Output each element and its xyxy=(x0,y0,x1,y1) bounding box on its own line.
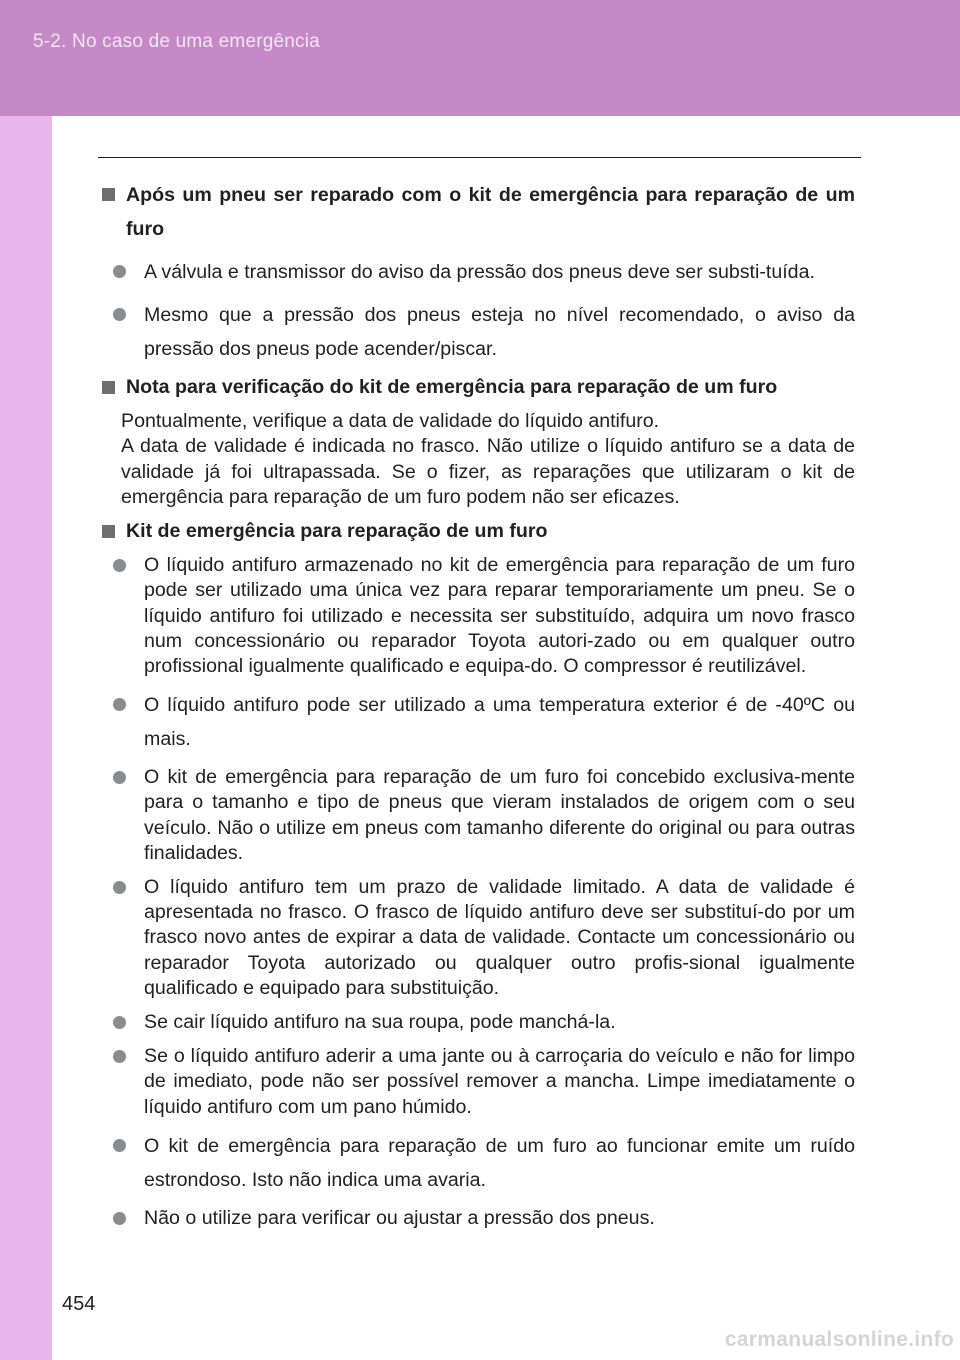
list-item: O líquido antifuro tem um prazo de validade limitado. A data de validade é apresentada no frasco. O frasco de líquido antifuro deve ser substituí-do por um frasco novo antes de expirar a data de validade. Contacte um concessionário ou reparador Toyota autorizado ou qualquer outro profis-sional igualmente qualificado e equipado para substituição. xyxy=(109,875,855,1001)
page-number: 454 xyxy=(62,1293,96,1315)
circle-bullet-icon xyxy=(113,881,126,894)
section-heading-kit-check: Nota para verificação do kit de emergência para reparação de um furo xyxy=(100,375,855,400)
section-heading-after-repair: Após um pneu ser reparado com o kit de emergência para reparação de um furo xyxy=(100,178,855,246)
circle-bullet-icon xyxy=(113,1212,126,1225)
list-item: Se cair líquido antifuro na sua roupa, pode manchá-la. xyxy=(109,1010,855,1035)
section-heading-kit: Kit de emergência para reparação de um furo xyxy=(100,519,855,544)
square-bullet-icon xyxy=(102,188,115,201)
divider-rule xyxy=(98,157,861,158)
side-margin-band xyxy=(0,116,52,1360)
list-item: Não o utilize para verificar ou ajustar a pressão dos pneus. xyxy=(109,1206,855,1231)
section-title: 5-2. No caso de uma emergência xyxy=(33,31,320,52)
paragraph: Pontualmente, verifique a data de validade do líquido antifuro. A data de validade é indicada no frasco. Não utilize o líquido antifuro se a data de validade já foi ultrapassada. Se o fizer, as reparações que utilizaram o kit de emergência para reparação de um furo podem não ser eficazes. xyxy=(121,410,855,508)
square-bullet-icon xyxy=(102,381,115,394)
list-item: O kit de emergência para reparação de um furo ao funcionar emite um ruído estrondoso. Isto não indica uma avaria. xyxy=(109,1129,855,1197)
list-item: A válvula e transmissor do aviso da pressão dos pneus deve ser substi-tuída. xyxy=(109,255,855,289)
circle-bullet-icon xyxy=(113,1139,126,1152)
circle-bullet-icon xyxy=(113,1016,126,1029)
list-item: Se o líquido antifuro aderir a uma jante ou à carroçaria do veículo e não for limpo de imediato, pode não ser possível remover a mancha. Limpe imediatamente o líquido antifuro com um pano húmido. xyxy=(109,1044,855,1120)
list-item: O líquido antifuro pode ser utilizado a uma temperatura exterior é de -40ºC ou mais. xyxy=(109,688,855,756)
circle-bullet-icon xyxy=(113,265,126,278)
circle-bullet-icon xyxy=(113,771,126,784)
circle-bullet-icon xyxy=(113,698,126,711)
square-bullet-icon xyxy=(102,525,115,538)
circle-bullet-icon xyxy=(113,308,126,321)
list-item: Mesmo que a pressão dos pneus esteja no nível recomendado, o aviso da pressão dos pneus pode acender/piscar. xyxy=(109,298,855,366)
page-header xyxy=(0,0,960,116)
watermark: carmanualsonline.info xyxy=(724,1328,954,1351)
circle-bullet-icon xyxy=(113,559,126,572)
circle-bullet-icon xyxy=(113,1050,126,1063)
page-content xyxy=(100,178,855,1240)
list-item: O líquido antifuro armazenado no kit de emergência para reparação de um furo pode ser utilizado uma única vez para reparar temporariamente um pneu. Se o líquido antifuro foi utilizado e necessita ser substituído, adquira um novo frasco num concessionário ou reparador Toyota autori-zado ou em qualquer outro profissional igualmente qualificado e equipa-do. O compressor é reutilizável. xyxy=(109,553,855,679)
list-item: O kit de emergência para reparação de um furo foi concebido exclusiva-mente para o tamanho e tipo de pneus que vieram instalados de origem com o seu veículo. Não o utilize em pneus com tamanho diferente do original ou para outras finalidades. xyxy=(109,765,855,866)
